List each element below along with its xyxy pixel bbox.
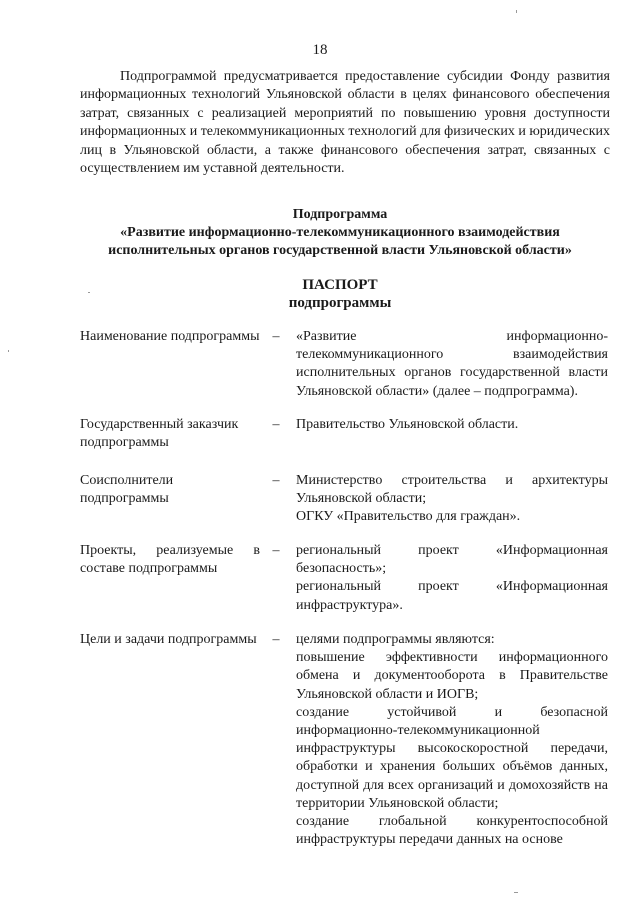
row-label: Проекты, реализуемые в составе подпрограммы	[80, 543, 260, 577]
row-dash: –	[272, 543, 280, 558]
subprogram-heading-line2: «Развитие информационно-телекоммуникационного взаимодействия	[120, 225, 560, 240]
row-dash: –	[272, 417, 280, 432]
row-value-line: создание глобальной конкурентоспособной инфраструктуры передачи данных на основе	[296, 814, 608, 848]
passport-heading-line1: ПАСПОРТ	[302, 277, 378, 293]
scan-speck	[516, 10, 517, 13]
row-label: Государственный заказчик подпрограммы	[80, 417, 239, 451]
scan-speck	[8, 350, 9, 352]
row-value	[296, 631, 608, 849]
passport-heading-line2: подпрограммы	[288, 295, 392, 311]
subprogram-heading	[70, 206, 610, 260]
row-value-line: Правительство Ульяновской области.	[296, 417, 519, 432]
row-value-line: региональный проект «Информационная безопасность»;	[296, 543, 608, 577]
row-label: Наименование подпрограммы	[80, 329, 260, 344]
row-label: Соисполнители подпрограммы	[80, 473, 174, 507]
page-number: 18	[312, 42, 328, 58]
row-label: Цели и задачи подпрограммы	[80, 632, 257, 647]
row-value-line: Министерство строительства и архитектуры Ульяновской области;	[296, 473, 608, 507]
row-value	[296, 472, 608, 527]
row-value-line: повышение эффективности информационного обмена и документооборота в Правительстве Ульяновской области и ИОГВ;	[296, 650, 608, 702]
intro-paragraph: Подпрограммой предусматривается предоставление субсидии Фонду развития информационных технологий Ульяновской области в целях финансового обеспечения затрат, связанных с реализацией мероприятий по повышению уровня доступности информационных и телекоммуникационных технологий для физических и юридических лиц в Ульяновской области, а также финансового обеспечения затрат, связанных с осуществлением им уставной деятельности.	[80, 69, 611, 177]
passport-heading	[70, 276, 610, 312]
row-value	[296, 416, 608, 434]
row-value-line: создание устойчивой и безопасной информационно-телекоммуникационной инфраструктуры высокоскоростной передачи, обработки и хранения больших объёмов данных, доступной для всех организаций и домохозяйств на территории Ульяновской области;	[296, 704, 608, 811]
row-value	[296, 542, 608, 615]
scan-speck	[88, 292, 90, 293]
row-dash: –	[272, 329, 280, 344]
row-value-line: региональный проект «Информационная инфраструктура».	[296, 579, 608, 613]
subprogram-heading-line3: исполнительных органов государственной власти Ульяновской области»	[108, 243, 572, 258]
row-value-line: целями подпрограммы являются:	[296, 632, 495, 647]
subprogram-heading-line1: Подпрограмма	[292, 207, 388, 222]
row-value	[296, 328, 608, 401]
row-dash: –	[272, 473, 280, 488]
row-value-line: «Развитие информационно-телекоммуникационного взаимодействия исполнительных органов государственной власти Ульяновской области» (далее – подпрограмма).	[296, 329, 608, 399]
row-value-line: ОГКУ «Правительство для граждан».	[296, 509, 521, 525]
scan-speck	[514, 892, 518, 893]
row-dash: –	[272, 632, 280, 647]
